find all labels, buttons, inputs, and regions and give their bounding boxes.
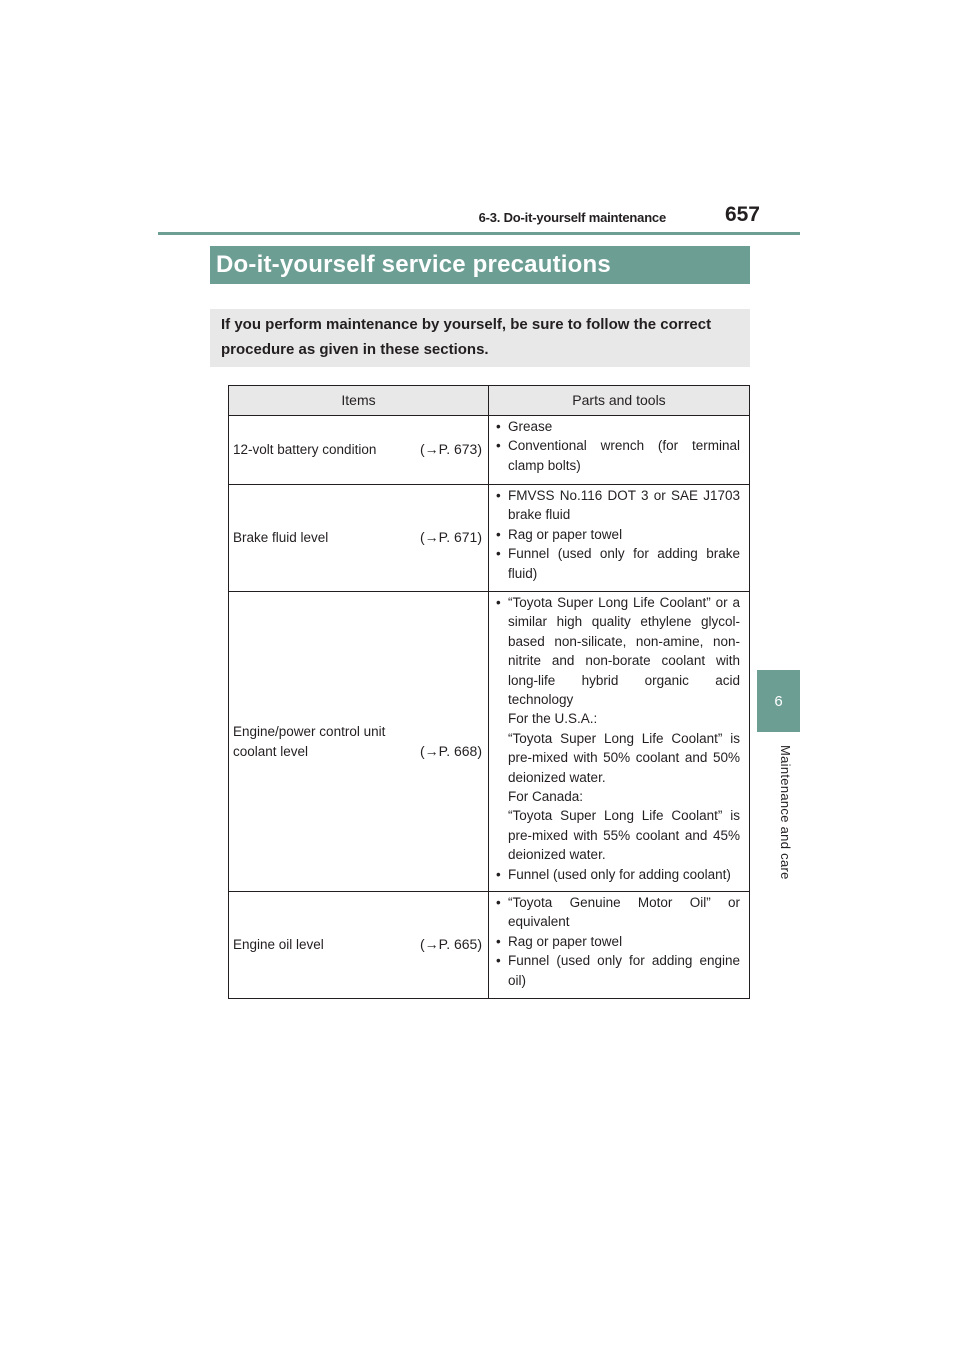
parts-cell: [489, 416, 750, 485]
list-item: • “Toyota Genuine Motor Oil” or equivalent: [495, 893, 740, 932]
item-cell: [229, 892, 489, 999]
page-reference: (→P. 665): [420, 936, 482, 953]
item-cell: [229, 592, 489, 892]
parts-cell: [489, 892, 750, 999]
item-label: 12-volt battery condition: [233, 442, 377, 458]
item-label: Engine/power control unit coolant level: [233, 724, 386, 759]
canada-text: “Toyota Super Long Life Coolant” is pre-mixed with 55% coolant and 45% deionized water.: [508, 808, 740, 863]
list-item: • Rag or paper towel: [495, 525, 740, 544]
chapter-caption: Maintenance and care: [778, 745, 793, 880]
chapter-tab: [757, 670, 800, 732]
page-reference: (→P. 668): [420, 742, 482, 759]
usa-text: “Toyota Super Long Life Coolant” is pre-mixed with 50% coolant and 50% deionized water.: [508, 730, 740, 785]
list-item: • Conventional wrench (for terminal clamp bolts): [495, 436, 740, 475]
list-item: [495, 593, 740, 865]
chapter-number: 6: [774, 692, 783, 710]
page-reference: (→P. 673): [420, 441, 482, 458]
list-item: • Funnel (used only for adding brake fluid): [495, 544, 740, 583]
column-header-parts: Parts and tools: [489, 386, 750, 416]
column-header-items: Items: [229, 386, 489, 416]
list-item: • FMVSS No.116 DOT 3 or SAE J1703 brake fluid: [495, 486, 740, 525]
table-header-row: [229, 386, 750, 416]
header-section-title: 6-3. Do-it-yourself maintenance: [478, 210, 666, 225]
list-item: • Funnel (used only for adding engine oil): [495, 951, 740, 990]
header-divider: [158, 232, 800, 235]
table-row: [229, 592, 750, 892]
parts-cell: [489, 592, 750, 892]
table-row: [229, 485, 750, 592]
item-cell: [229, 416, 489, 485]
table-row: [229, 416, 750, 485]
table-row: [229, 892, 750, 999]
item-cell: [229, 485, 489, 592]
page-reference: (→P. 671): [420, 529, 482, 546]
usa-label: For the U.S.A.:: [508, 711, 598, 727]
item-label: Engine oil level: [233, 937, 324, 953]
coolant-description: “Toyota Super Long Life Coolant” or a similar high quality ethylene glycol-based non-silicate, non-amine, non-nitrite and non-borate coolant with long-life hybrid organic acid technology: [508, 595, 740, 708]
list-item: • Funnel (used only for adding coolant): [495, 865, 740, 884]
canada-label: For Canada:: [508, 789, 584, 805]
section-title: Do-it-yourself service precautions: [210, 246, 750, 284]
list-item: • Rag or paper towel: [495, 932, 740, 951]
parts-and-tools-table: [228, 385, 750, 999]
intro-box: If you perform maintenance by yourself, be sure to follow the correct procedure as given in these sections.: [210, 309, 750, 367]
item-label: Brake fluid level: [233, 530, 329, 546]
page-number: 657: [724, 203, 760, 226]
list-item: • Grease: [495, 417, 740, 436]
parts-cell: [489, 485, 750, 592]
